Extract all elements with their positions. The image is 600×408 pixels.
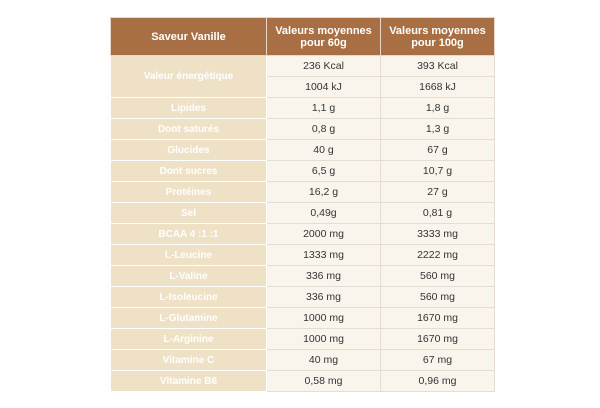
value-per-100g: 1668 kJ (381, 77, 495, 98)
row-label: L-Isoleucine (111, 287, 267, 308)
table-row (111, 56, 495, 77)
row-label: Vitamine B6 (111, 371, 267, 392)
value-per-60g: 1333 mg (267, 245, 381, 266)
table-row (111, 224, 495, 245)
header-row (111, 18, 495, 56)
table-row (111, 182, 495, 203)
table-row (111, 203, 495, 224)
row-label: L-Valine (111, 266, 267, 287)
table-body (111, 56, 495, 392)
table-row (111, 119, 495, 140)
value-per-100g: 2222 mg (381, 245, 495, 266)
value-per-100g: 0,96 mg (381, 371, 495, 392)
row-label: Protéines (111, 182, 267, 203)
value-per-60g: 336 mg (267, 287, 381, 308)
value-per-100g: 560 mg (381, 287, 495, 308)
table-row (111, 245, 495, 266)
nutrition-table (110, 17, 495, 392)
row-label: BCAA 4 :1 :1 (111, 224, 267, 245)
value-per-100g: 1670 mg (381, 308, 495, 329)
row-label: L-Arginine (111, 329, 267, 350)
table-header (111, 18, 495, 56)
table-row (111, 308, 495, 329)
table-row (111, 371, 495, 392)
value-per-60g: 16,2 g (267, 182, 381, 203)
row-label: L-Glutamine (111, 308, 267, 329)
value-per-60g: 40 g (267, 140, 381, 161)
value-per-100g: 1,3 g (381, 119, 495, 140)
row-label: Dont sucres (111, 161, 267, 182)
table-row (111, 329, 495, 350)
header-per-100g: Valeurs moyennes pour 100g (381, 18, 495, 56)
value-per-60g: 1,1 g (267, 98, 381, 119)
value-per-100g: 67 g (381, 140, 495, 161)
value-per-60g: 0,8 g (267, 119, 381, 140)
value-per-60g: 336 mg (267, 266, 381, 287)
value-per-100g: 67 mg (381, 350, 495, 371)
value-per-100g: 1670 mg (381, 329, 495, 350)
value-per-100g: 393 Kcal (381, 56, 495, 77)
value-per-60g: 0,49g (267, 203, 381, 224)
header-flavor: Saveur Vanille (111, 18, 267, 56)
table-row (111, 140, 495, 161)
row-label: Dont saturés (111, 119, 267, 140)
row-label: Valeur énergétique (111, 56, 267, 98)
table-row (111, 161, 495, 182)
header-per-60g: Valeurs moyennes pour 60g (267, 18, 381, 56)
value-per-60g: 1000 mg (267, 329, 381, 350)
table-row (111, 98, 495, 119)
value-per-60g: 1000 mg (267, 308, 381, 329)
row-label: Lipides (111, 98, 267, 119)
row-label: Vitamine C (111, 350, 267, 371)
table-row (111, 350, 495, 371)
value-per-60g: 40 mg (267, 350, 381, 371)
value-per-60g: 1004 kJ (267, 77, 381, 98)
row-label: L-Leucine (111, 245, 267, 266)
row-label: Sel (111, 203, 267, 224)
value-per-100g: 0,81 g (381, 203, 495, 224)
value-per-100g: 3333 mg (381, 224, 495, 245)
table-row (111, 287, 495, 308)
value-per-60g: 2000 mg (267, 224, 381, 245)
value-per-100g: 560 mg (381, 266, 495, 287)
value-per-100g: 1,8 g (381, 98, 495, 119)
row-label: Glucides (111, 140, 267, 161)
table-row (111, 266, 495, 287)
value-per-60g: 6,5 g (267, 161, 381, 182)
value-per-100g: 27 g (381, 182, 495, 203)
value-per-100g: 10,7 g (381, 161, 495, 182)
value-per-60g: 0,58 mg (267, 371, 381, 392)
value-per-60g: 236 Kcal (267, 56, 381, 77)
